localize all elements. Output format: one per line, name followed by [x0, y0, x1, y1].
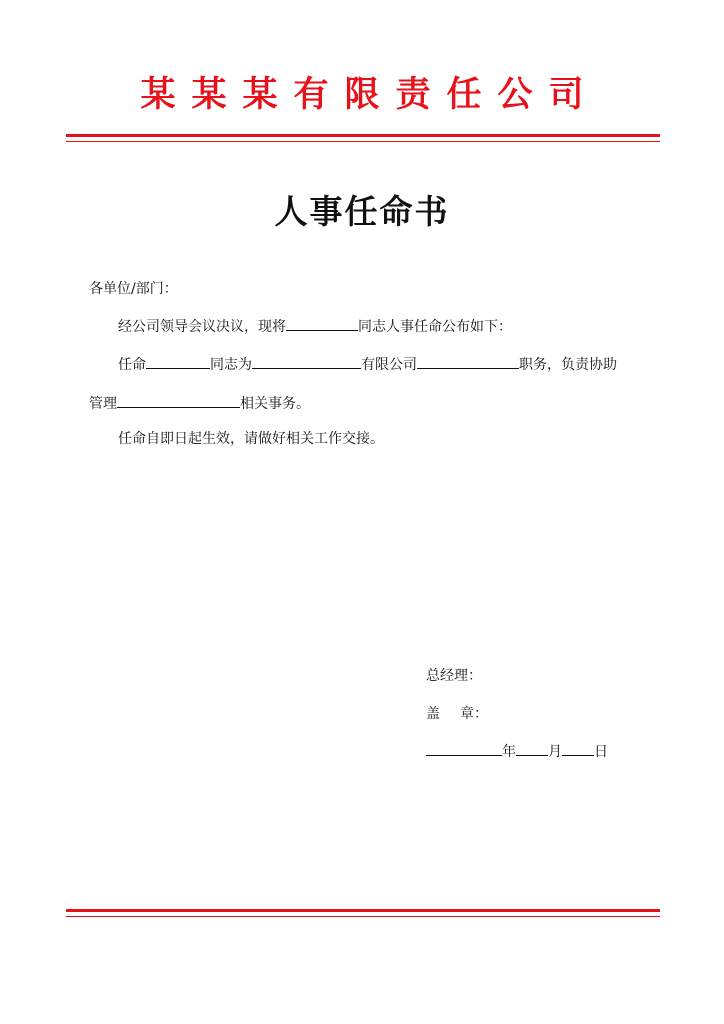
paragraph-1: [118, 316, 512, 337]
scope-blank: [117, 393, 240, 408]
appointee-blank: [146, 354, 210, 369]
footer-rule-thin: [66, 916, 660, 917]
header-rule-thick: [66, 134, 660, 137]
paragraph-4: 任命自即日起生效，请做好相关工作交接。: [118, 431, 384, 447]
footer-rule-thick: [66, 909, 660, 912]
header-rule-thin: [66, 141, 660, 142]
paragraph-3-word-1: 管理: [89, 396, 117, 412]
day-blank: [562, 741, 594, 756]
name-blank: [286, 316, 358, 331]
paragraph-2-word-4: 职务，负责协助: [519, 357, 617, 373]
paragraph-3: [89, 393, 310, 414]
paragraph-3-word-2: 相关事务。: [240, 396, 310, 412]
paragraph-2-word-2: 同志为: [210, 357, 252, 373]
position-blank: [417, 354, 519, 369]
paragraph-1-prefix: 经公司领导会议决议，现将: [118, 319, 286, 335]
paragraph-2-word-1: 任命: [118, 357, 146, 373]
day-label: 日: [594, 744, 608, 760]
company-blank: [252, 354, 361, 369]
manager-signature-label: 总经理：: [426, 668, 482, 684]
company-name: 某某某有限责任公司: [140, 74, 600, 115]
paragraph-2-word-3: 有限公司: [361, 357, 417, 373]
paragraph-1-suffix: 同志人事任命公布如下：: [358, 319, 512, 335]
document-title: 人事任命书: [274, 192, 450, 231]
month-label: 月: [548, 744, 562, 760]
seal-label-a: 盖: [426, 706, 440, 722]
seal-label-b: 章：: [460, 706, 488, 722]
seal-label: [426, 704, 488, 724]
year-label: 年: [502, 744, 516, 760]
year-blank: [426, 741, 502, 756]
salutation: 各单位/部门：: [89, 281, 178, 297]
paragraph-2: [118, 354, 617, 375]
month-blank: [516, 741, 548, 756]
date-line: [426, 741, 608, 762]
